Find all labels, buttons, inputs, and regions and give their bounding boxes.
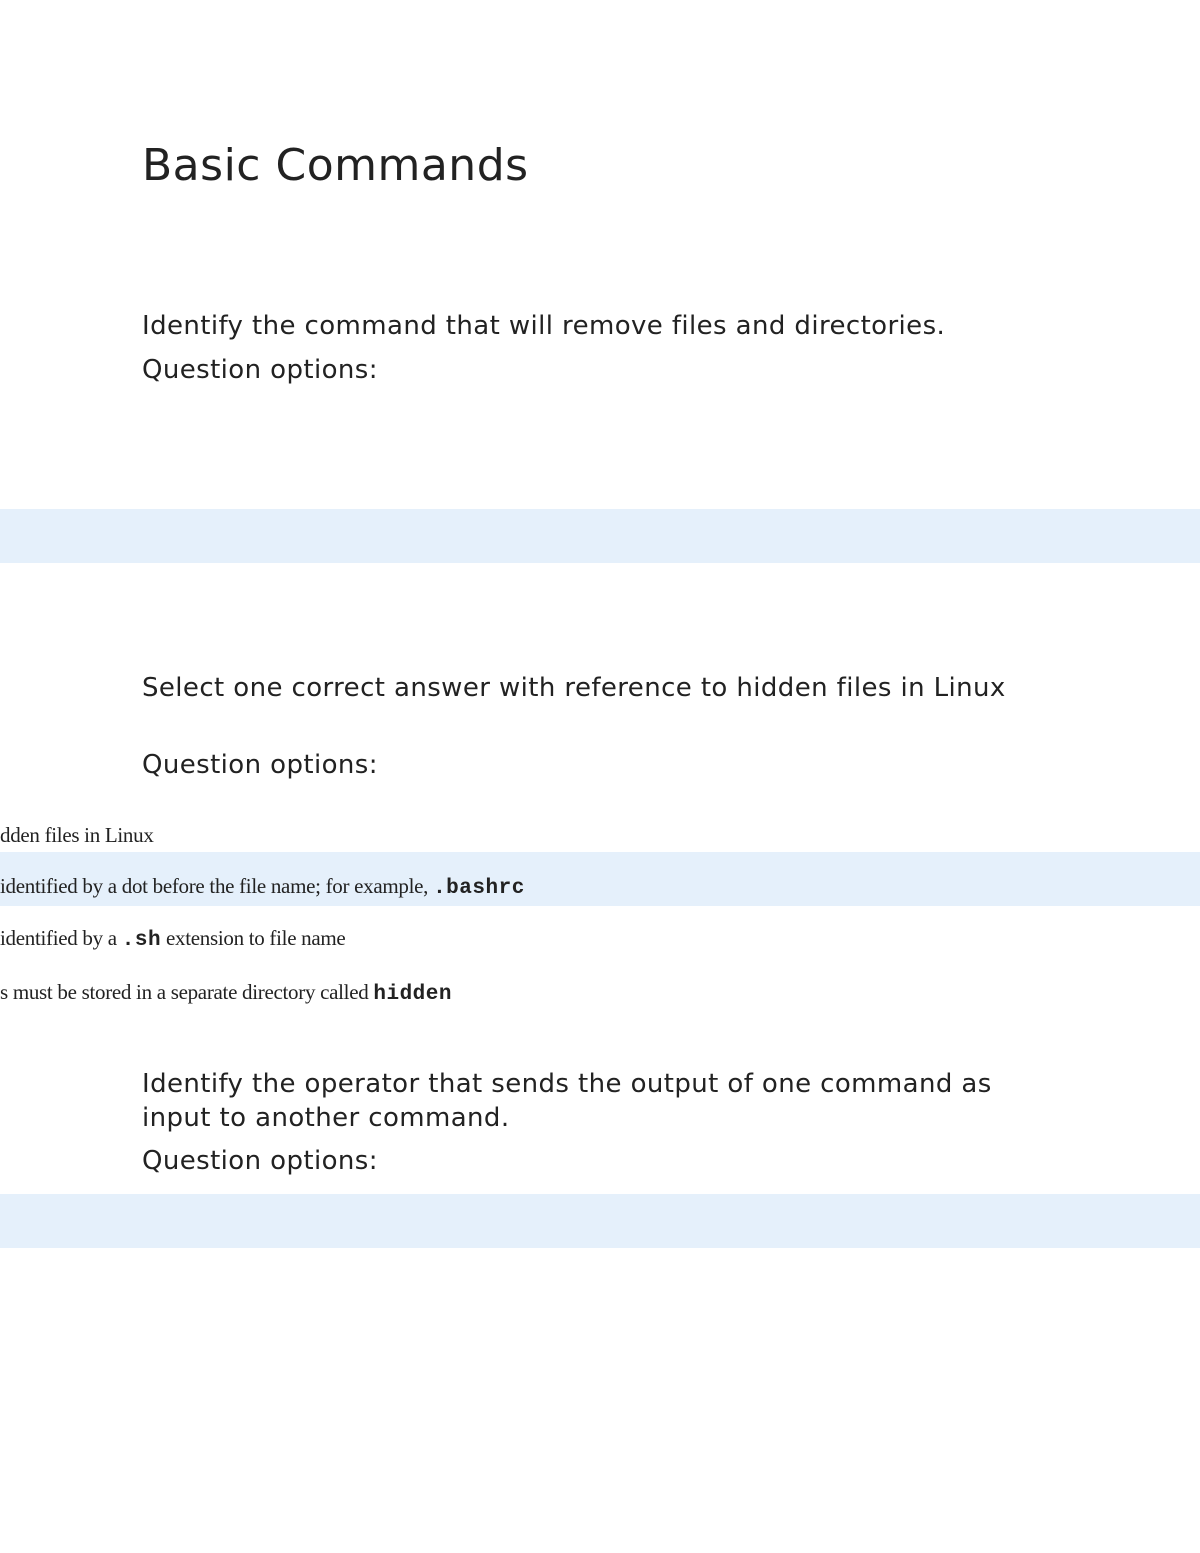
- question-2-option-3[interactable]: [0, 925, 345, 954]
- option-4-code: hidden: [373, 983, 452, 1006]
- question-1-text: Identify the command that will remove files and directories.: [142, 311, 946, 341]
- option-1-text: dden files in Linux: [0, 823, 154, 847]
- option-3-text-after: extension to file name: [161, 926, 346, 950]
- option-2-text: identified by a dot before the file name; for example,: [0, 874, 434, 898]
- question-1-options-label: Question options:: [142, 355, 378, 385]
- question-2-option-1[interactable]: [0, 822, 154, 848]
- question-1-selected-option-band[interactable]: [0, 509, 1200, 563]
- option-3-code: .sh: [121, 929, 162, 952]
- question-3-selected-option-band[interactable]: [0, 1194, 1200, 1248]
- question-2-text: Select one correct answer with reference to hidden files in Linux: [142, 673, 1006, 703]
- page-title: Basic Commands: [142, 140, 529, 191]
- question-2-option-4[interactable]: [0, 979, 452, 1008]
- option-3-text: identified by a: [0, 926, 122, 950]
- question-3-options-label: Question options:: [142, 1146, 378, 1176]
- question-2-option-2[interactable]: [0, 873, 525, 902]
- question-2-options-label: Question options:: [142, 750, 378, 780]
- question-3-text: Identify the operator that sends the output of one command as input to another command.: [142, 1069, 992, 1133]
- option-2-code: .bashrc: [433, 877, 525, 900]
- option-4-text: s must be stored in a separate directory called: [0, 980, 374, 1004]
